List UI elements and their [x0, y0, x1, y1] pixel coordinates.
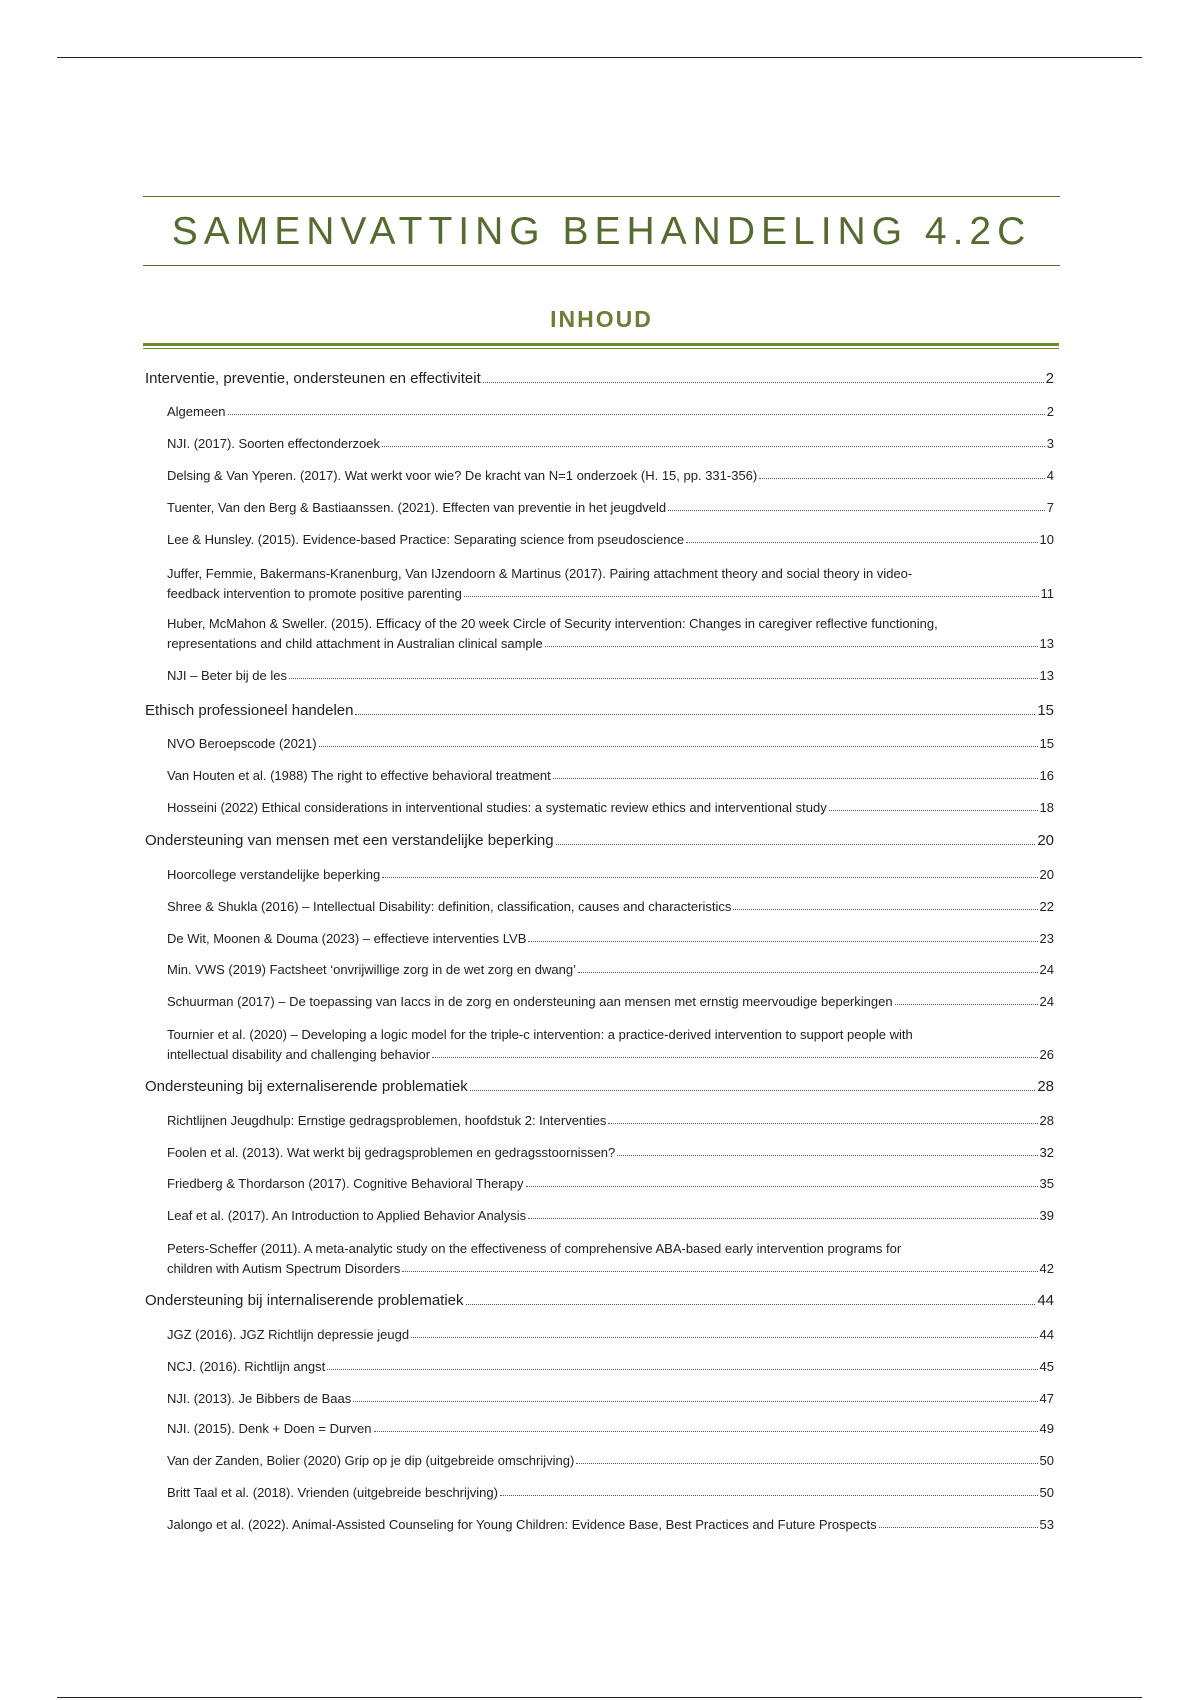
toc-item[interactable]: [167, 994, 1054, 1009]
toc-page-number: 10: [1039, 532, 1054, 547]
toc-item[interactable]: [167, 1327, 1054, 1342]
toc-heading-rule: [143, 343, 1059, 349]
toc-page-number: 15: [1037, 702, 1054, 719]
toc-item-title: Tuenter, Van den Berg & Bastiaanssen. (2021). Effecten van preventie in het jeugdveld: [167, 500, 667, 515]
toc-page-number: 15: [1039, 736, 1054, 751]
toc-item-title: Friedberg & Thordarson (2017). Cognitive Behavioral Therapy: [167, 1176, 524, 1191]
toc-page-number: 16: [1039, 768, 1054, 783]
toc-item[interactable]: [167, 931, 1054, 946]
toc-item[interactable]: [167, 1421, 1054, 1436]
toc-page-number: 3: [1046, 436, 1054, 451]
toc-item-title: Jalongo et al. (2022). Animal-Assisted Counseling for Young Children: Evidence Base, Best Practices and Future Prospects: [167, 1517, 877, 1532]
toc-item-title-continued: feedback intervention to promote positive parenting: [167, 586, 462, 601]
toc-item-title: Lee & Hunsley. (2015). Evidence-based Practice: Separating science from pseudoscience: [167, 532, 685, 547]
toc-page-number: 53: [1039, 1517, 1054, 1532]
toc-section-title: Ondersteuning bij internaliserende problematiek: [145, 1292, 464, 1309]
toc-item[interactable]: [167, 616, 1054, 651]
toc-item-title: NJI. (2015). Denk + Doen = Durven: [167, 1421, 372, 1436]
toc-item[interactable]: [167, 1113, 1054, 1128]
toc-page-number: 2: [1046, 404, 1054, 419]
toc-item-title: NCJ. (2016). Richtlijn angst: [167, 1359, 326, 1374]
toc-item[interactable]: [167, 899, 1054, 914]
toc-item[interactable]: [167, 468, 1054, 483]
toc-item-title: NVO Beroepscode (2021): [167, 736, 317, 751]
toc-heading: INHOUD: [550, 306, 653, 332]
toc-item-title: NJI – Beter bij de les: [167, 668, 287, 683]
toc-section-3[interactable]: [145, 832, 1054, 849]
toc-item[interactable]: [167, 566, 1054, 601]
document-title: SAMENVATTING BEHANDELING 4.2C: [171, 210, 1032, 253]
toc-page-number: 39: [1039, 1208, 1054, 1223]
toc-page-number: 23: [1039, 931, 1054, 946]
toc-item-title: Richtlijnen Jeugdhulp: Ernstige gedragsproblemen, hoofdstuk 2: Interventies: [167, 1113, 607, 1128]
toc-item-title: Huber, McMahon & Sweller. (2015). Efficacy of the 20 week Circle of Security intervention: Changes in caregiver reflective functioning,: [167, 616, 938, 631]
toc-item-title: Algemeen: [167, 404, 226, 419]
toc-item[interactable]: [167, 1517, 1054, 1532]
toc-item[interactable]: [167, 1241, 1054, 1276]
toc-page-number: 13: [1039, 636, 1054, 651]
toc-item-title: JGZ (2016). JGZ Richtlijn depressie jeugd: [167, 1327, 410, 1342]
toc-item-title: Shree & Shukla (2016) – Intellectual Disability: definition, classification, causes and characteristics: [167, 899, 732, 914]
toc-page-number: 42: [1039, 1261, 1054, 1276]
toc-item[interactable]: [167, 736, 1054, 751]
toc-page-number: 28: [1037, 1078, 1054, 1095]
toc-section-2[interactable]: [145, 702, 1054, 719]
toc-item[interactable]: [167, 962, 1054, 977]
toc-item-title: Britt Taal et al. (2018). Vrienden (uitgebreide beschrijving): [167, 1485, 498, 1500]
toc-item-title-continued: representations and child attachment in Australian clinical sample: [167, 636, 543, 651]
toc-item[interactable]: [167, 436, 1054, 451]
toc-section-title: Ondersteuning van mensen met een verstandelijke beperking: [145, 832, 554, 849]
toc-item[interactable]: [167, 1145, 1054, 1160]
toc-item-title: Hoorcollege verstandelijke beperking: [167, 867, 381, 882]
toc-page-number: 20: [1037, 832, 1054, 849]
toc-page-number: 50: [1039, 1453, 1054, 1468]
toc-page-number: 22: [1039, 899, 1054, 914]
toc-item[interactable]: [167, 768, 1054, 783]
toc-item[interactable]: [167, 1391, 1054, 1406]
toc-page-number: 13: [1039, 668, 1054, 683]
toc-page-number: 2: [1045, 370, 1054, 387]
toc-page-number: 7: [1046, 500, 1054, 515]
toc-item[interactable]: [167, 1208, 1054, 1223]
toc-item-title: NJI. (2013). Je Bibbers de Baas: [167, 1391, 352, 1406]
toc-page-number: 24: [1039, 994, 1054, 1009]
toc-page-number: 32: [1039, 1145, 1054, 1160]
toc-section-5[interactable]: [145, 1292, 1054, 1309]
toc-item-title: Juffer, Femmie, Bakermans-Kranenburg, Van IJzendoorn & Martinus (2017). Pairing attachment theory and social theory in video-: [167, 566, 913, 581]
toc-item[interactable]: [167, 867, 1054, 882]
toc-item-title: Peters-Scheffer (2011). A meta-analytic study on the effectiveness of comprehensive ABA-based early intervention programs for: [167, 1241, 902, 1256]
toc-item-title: Leaf et al. (2017). An Introduction to Applied Behavior Analysis: [167, 1208, 527, 1223]
title-block: [143, 196, 1060, 266]
toc-section-title: Ethisch professioneel handelen: [145, 702, 354, 719]
toc-item-title: Delsing & Van Yperen. (2017). Wat werkt voor wie? De kracht van N=1 onderzoek (H. 15, pp. 331-356): [167, 468, 758, 483]
toc-item-title-continued: children with Autism Spectrum Disorders: [167, 1261, 401, 1276]
toc-item-title-continued: intellectual disability and challenging behavior: [167, 1047, 431, 1062]
toc-item-title: Van Houten et al. (1988) The right to effective behavioral treatment: [167, 768, 551, 783]
toc-item-title: Min. VWS (2019) Factsheet ‘onvrijwillige zorg in de wet zorg en dwang’: [167, 962, 576, 977]
toc-page-number: 45: [1039, 1359, 1054, 1374]
toc-page-number: 26: [1039, 1047, 1054, 1062]
toc-item-title: Van der Zanden, Bolier (2020) Grip op je dip (uitgebreide omschrijving): [167, 1453, 575, 1468]
toc-item-title: De Wit, Moonen & Douma (2023) – effectieve interventies LVB: [167, 931, 527, 946]
toc-item[interactable]: [167, 500, 1054, 515]
toc-item-title: Foolen et al. (2013). Wat werkt bij gedragsproblemen en gedragsstoornissen?: [167, 1145, 616, 1160]
toc-page-number: 20: [1039, 867, 1054, 882]
toc-section-title: Ondersteuning bij externaliserende problematiek: [145, 1078, 468, 1095]
toc-item[interactable]: [167, 404, 1054, 419]
toc-item[interactable]: [167, 1359, 1054, 1374]
toc-item[interactable]: [167, 800, 1054, 815]
toc-page-number: 35: [1039, 1176, 1054, 1191]
toc-item[interactable]: [167, 1027, 1054, 1062]
toc-section-4[interactable]: [145, 1078, 1054, 1095]
toc-page-number: 50: [1039, 1485, 1054, 1500]
toc-page-number: 44: [1037, 1292, 1054, 1309]
toc-item-title: Tournier et al. (2020) – Developing a logic model for the triple-c intervention: a practice-derived intervention to support people with: [167, 1027, 913, 1042]
page-bottom-rule: [57, 1697, 1142, 1698]
toc-item[interactable]: [167, 532, 1054, 547]
toc-item[interactable]: [167, 1485, 1054, 1500]
toc-page-number: 24: [1039, 962, 1054, 977]
toc-item[interactable]: [167, 668, 1054, 683]
toc-page-number: 49: [1039, 1421, 1054, 1436]
toc-page-number: 47: [1039, 1391, 1054, 1406]
toc-item[interactable]: [167, 1176, 1054, 1191]
toc-item-title: Hosseini (2022) Ethical considerations in interventional studies: a systematic review ethics and interventional study: [167, 800, 827, 815]
toc-page-number: 44: [1039, 1327, 1054, 1342]
toc-item-title: Schuurman (2017) – De toepassing van Iaccs in de zorg en ondersteuning aan mensen met ernstig meervoudige beperkingen: [167, 994, 893, 1009]
page-top-rule: [57, 57, 1142, 58]
toc-item[interactable]: [167, 1453, 1054, 1468]
toc-page-number: 18: [1039, 800, 1054, 815]
toc-page-number: 11: [1040, 586, 1054, 601]
toc-section-title: Interventie, preventie, ondersteunen en effectiviteit: [145, 370, 481, 387]
toc-page-number: 4: [1046, 468, 1054, 483]
toc-section-1[interactable]: [145, 370, 1054, 387]
toc-page-number: 28: [1039, 1113, 1054, 1128]
toc-item-title: NJI. (2017). Soorten effectonderzoek: [167, 436, 380, 451]
